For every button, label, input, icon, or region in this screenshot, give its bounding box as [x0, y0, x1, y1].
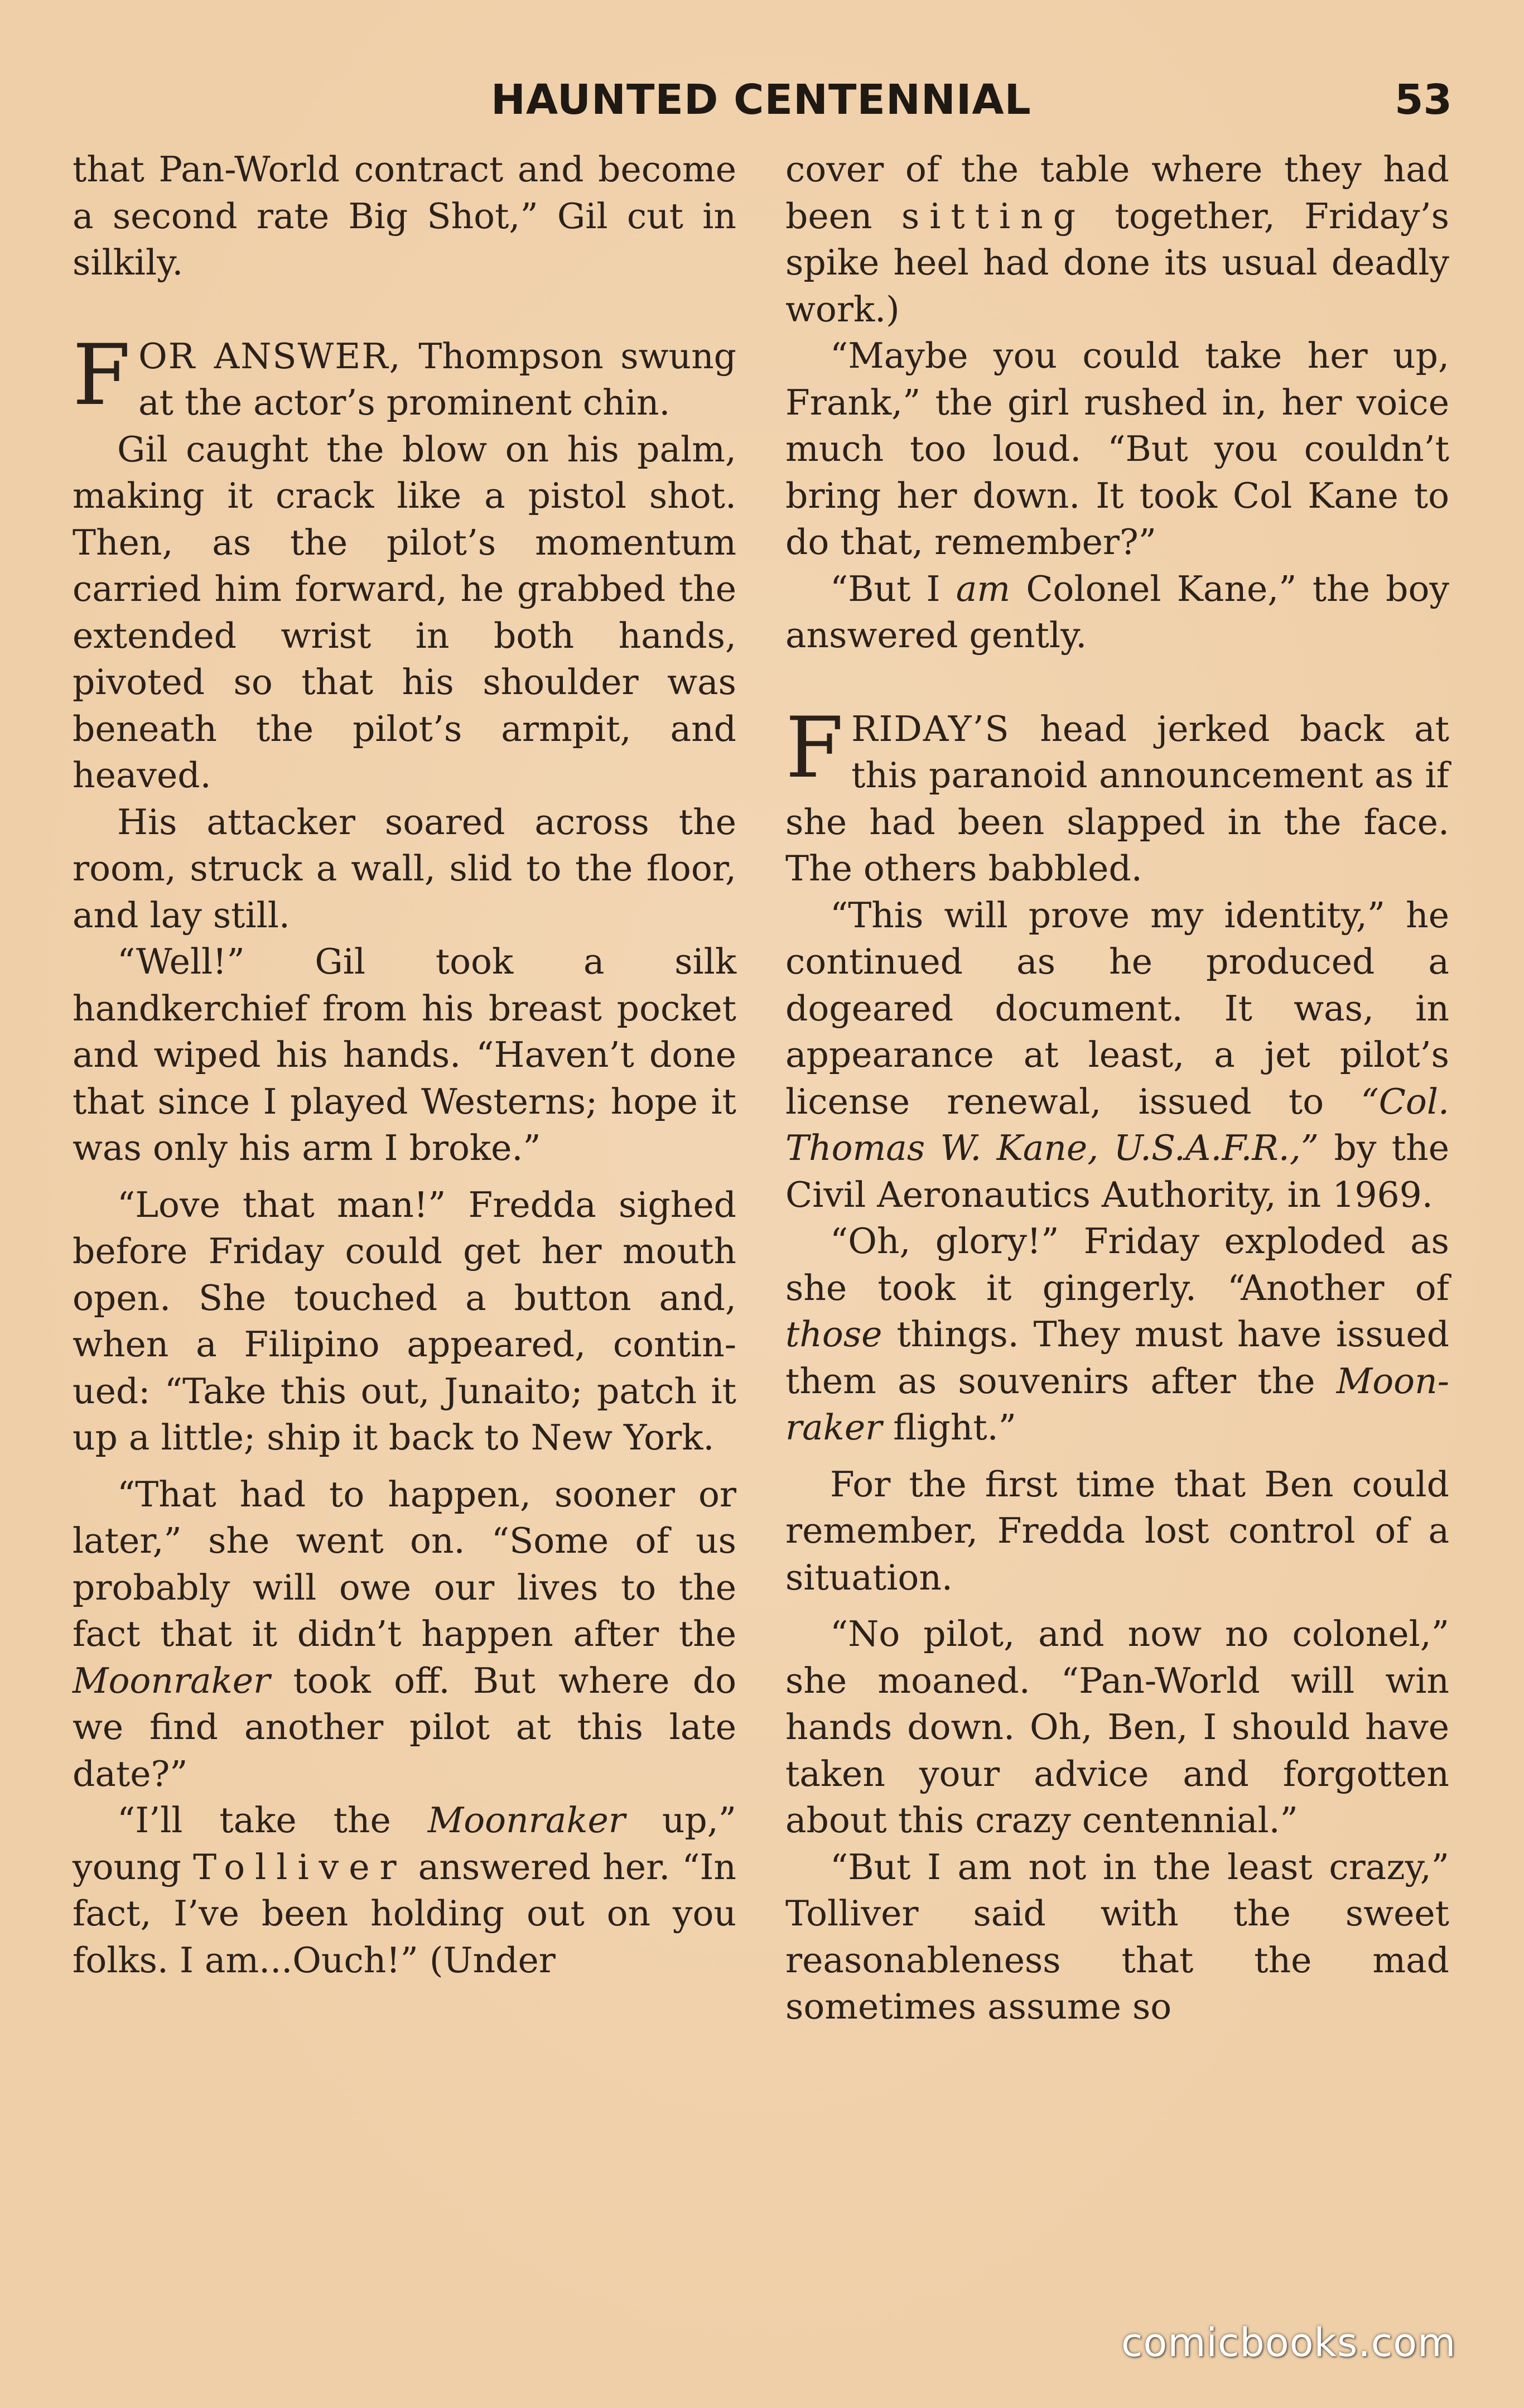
paragraph-with-drop-cap: [73, 326, 737, 426]
paragraph: “Maybe you could take her up, Frank,” the girl rushed in, her voice much too loud. “But you couldn’t bring her down. It took Col Kane to do that, remember?”: [785, 335, 1449, 562]
paragraph: [785, 566, 1449, 659]
paragraph: [73, 1471, 736, 1798]
paragraph-text: “That had to happen, sooner or later,” she went on. “Some of us probably will owe our lives to the fact that it didn’t happen after the: [73, 1473, 736, 1654]
paragraph-text: took off. But where do we find another pilot at this late date?”: [73, 1660, 736, 1794]
paragraph: His attacker soared across the room, struck a wall, slid to the floor, and lay still.: [73, 801, 736, 936]
paragraph-text: flight.”: [882, 1407, 1016, 1448]
italic-title: Moonraker: [73, 1660, 271, 1701]
paragraph: [73, 1797, 736, 1983]
italic-word: am: [956, 568, 1011, 609]
drop-cap: F: [73, 326, 131, 424]
small-caps-lead: OR ANSWER,: [138, 335, 402, 377]
running-header: [0, 71, 1524, 138]
paragraph: “But I am not in the least crazy,” Tolliver said with the sweet reasonableness that the mad sometimes assume so: [785, 1846, 1449, 2027]
left-text-column: [73, 146, 736, 1983]
paragraph-text: together, Friday’s spike heel had done its usual deadly work.): [785, 195, 1449, 330]
running-title: HAUNTED CENTENNIAL: [491, 76, 1031, 124]
paragraph-text: “But I: [830, 568, 956, 609]
paragraph-text: “I’ll take the: [117, 1800, 428, 1841]
paragraph: Gil caught the blow on his palm, making it crack like a pistol shot. Then, as the pilot’s momentum carried him forward, he grabbed the extended wrist in both hands, pivoted so that his shoulder was beneath the pilot’s armpit, and heaved.: [73, 428, 736, 796]
paragraph-text: answered her. “In fact, I’ve been holding out on you folks. I am...Ouch!” (Under: [73, 1846, 736, 1981]
paragraph: [785, 1218, 1449, 1451]
small-caps-lead: RIDAY’S: [851, 708, 1010, 749]
paragraph: “No pilot, and now no colonel,” she moaned. “Pan-World will win hands down. Oh, Ben, I should have taken your advice and forgotten about this crazy centennial.”: [785, 1614, 1449, 1841]
letterspaced-word: sitting: [901, 195, 1086, 237]
paragraph-with-drop-cap: [785, 699, 1449, 892]
paragraph-text: Thompson swung at the actor’s prominent chin.: [138, 335, 737, 423]
paragraph: that Pan-World contract and become a second rate Big Shot,” Gil cut in silkily.: [73, 149, 736, 283]
paragraph: [785, 892, 1449, 1219]
drop-cap: F: [785, 699, 844, 797]
italic-word: those: [785, 1314, 882, 1355]
paragraph-text: “Oh, glory!” Friday exploded as she took it gingerly. “Another of: [785, 1221, 1449, 1308]
italic-title: Moonraker: [427, 1800, 625, 1841]
page-number: 53: [1395, 76, 1452, 124]
paragraph-text: head jerked back at this paranoid announcement as if she had been slapped in the face. The others babbled.: [785, 708, 1449, 889]
paragraph: “Well!” Gil took a silk handkerchief from his breast pocket and wiped his hands. “Haven’t done that since I played Westerns; hope it was only his arm I broke.”: [73, 941, 736, 1168]
paragraph-text: by the Civil Aeronautics Authority, in 1969.: [785, 1128, 1449, 1215]
paragraph-text: Colonel Kane,” the boy answered gently.: [785, 568, 1449, 656]
italic-name: “Col. Thomas W. Kane, U.S.A.F.R.,”: [785, 1081, 1449, 1168]
paragraph-text: cover of the table where they had been: [785, 149, 1449, 237]
paragraph: For the first time that Ben could remember, Fredda lost control of a situation.: [785, 1463, 1449, 1598]
paragraph-text: “This will prove my identity,” he continued as he produced a dogeared document. It was, in appearance at least, a jet pilot’s license renewal, issued to: [785, 894, 1449, 1122]
paragraph-text: up,” young: [73, 1800, 736, 1887]
letterspaced-name: Tolliver: [193, 1846, 407, 1887]
watermark: comicbooks.com: [1121, 2320, 1457, 2366]
paragraph-text: things. They must have issued them as souvenirs after the: [785, 1314, 1449, 1402]
paragraph: [785, 146, 1449, 333]
italic-title: Moonraker: [785, 1360, 1449, 1448]
right-text-column: [785, 146, 1449, 2030]
paragraph: “Love that man!” Fredda sighed before Friday could get her mouth open. She touched a button and, when a Filipino appeared, continued: “Take this out, Junaito; patch it up a little; ship it back to New York.: [73, 1184, 736, 1458]
